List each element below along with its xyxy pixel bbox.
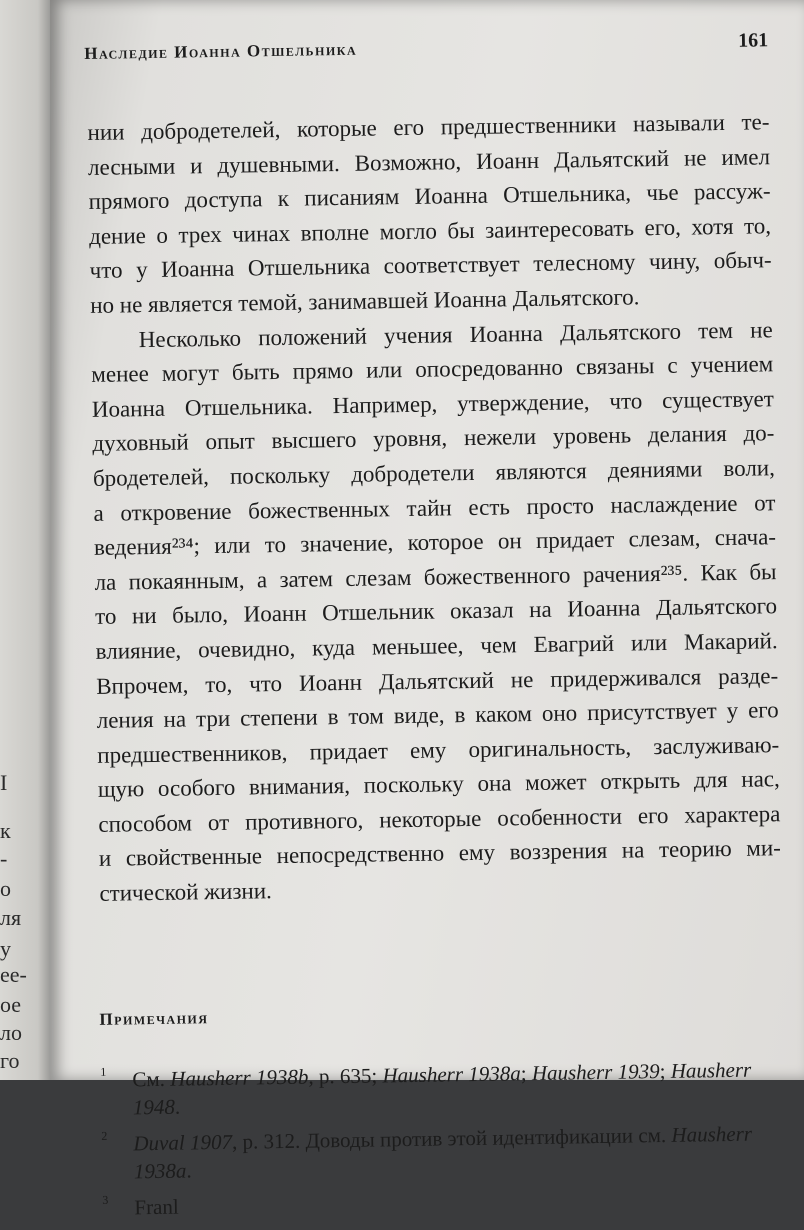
note-item (102, 1183, 786, 1222)
left-page-fragment: I (0, 770, 8, 795)
running-title: Наследие Иоанна Отшельника (84, 39, 358, 63)
text-line: что у Иоанна Отшельника соответствует телесному чину, обыч- (89, 247, 772, 284)
book-page (50, 0, 804, 1220)
note-number: 2 (101, 1128, 108, 1143)
left-page-fragment: ее- (0, 962, 27, 987)
text-line: и свойственные непосредственно ему воззрения на теорию ми- (98, 835, 782, 872)
note-citation: Hausherr 1938a (382, 1060, 521, 1088)
note-item (101, 1119, 786, 1186)
note-citation: Duval 1907 (133, 1129, 233, 1156)
text-line: ла покаянным, а затем слезам божественного рачения²³⁵. Как бы (94, 558, 777, 595)
text-line: духовный опыт высшего уровня, нежели уровень делания до- (92, 420, 775, 457)
text-line: лесными и душевными. Возможно, Иоанн Дальятский не имел (87, 143, 771, 180)
notes-heading: Примечания (99, 1007, 209, 1029)
text-line: Впрочем, то, что Иоанн Дальятский не придерживался разде- (96, 662, 779, 699)
text-line: ведения²³⁴; или то значение, которое он придает слезам, снача- (93, 524, 777, 561)
text-line: менее могут быть прямо или опосредованно связаны с учением (91, 351, 774, 388)
note-text: , p. 635; (308, 1063, 383, 1089)
text-line: бродетелей, поскольку добродетели являются деяниями воли, (92, 455, 776, 491)
running-header (84, 25, 769, 76)
text-line: но не является темой, занимавшей Иоанна Дальятского. (90, 284, 640, 318)
left-page-fragment: ло (0, 1020, 22, 1045)
note-text: См. (132, 1066, 171, 1092)
page-number: 161 (737, 29, 769, 52)
left-page-fragment: - (0, 846, 8, 871)
note-text: ; (520, 1060, 533, 1085)
note-citation: Franl (134, 1194, 179, 1220)
text-line: Иоанна Отшельника. Например, утверждение, что существует (91, 385, 774, 422)
left-page-edge (0, 0, 54, 1080)
text-line: стической жизни. (99, 878, 272, 906)
left-page-fragment: о (0, 876, 11, 901)
left-page-fragment: ля (0, 905, 22, 930)
text-line: предшественников, придает ему оригинальность, заслуживаю- (97, 731, 780, 768)
text-line: способом от противного, некоторые особенности его характера (98, 801, 781, 837)
note-citation: Hausherr 1948 (132, 1057, 752, 1120)
text-line: ления на три степени в том виде, в каком оно присутствует у его (96, 697, 779, 733)
text-line: то ни было, Иоанн Отшельник оказал на Иоанна Дальятского (94, 593, 778, 630)
text-line: влияние, очевидно, куда меньшее, чем Евагрий или Макарий. (95, 628, 778, 664)
note-text: . (174, 1094, 181, 1119)
note-number: 1 (100, 1064, 107, 1079)
text-line: прямого доступа к писаниям Иоанна Отшельника, чье рассуж- (88, 178, 771, 215)
page-content (84, 25, 787, 1229)
body-text (85, 105, 781, 911)
note-citation: Hausherr 1939 (531, 1058, 660, 1085)
note-text: . (186, 1158, 192, 1183)
note-text: ; (659, 1058, 671, 1083)
text-line: нии добродетелей, которые его предшественники называли те- (87, 109, 770, 145)
left-page-fragment: го (0, 1048, 20, 1073)
note-citation: Hausherr 1938b (169, 1064, 309, 1091)
left-page-fragment: y (0, 936, 11, 961)
text-line: дение о трех чинах вполне могло бы заинтересовать его, хотя то, (88, 213, 772, 249)
text-line: щую особого внимания, поскольку она может открыть для нас, (97, 766, 780, 803)
left-page-fragment: ое (0, 992, 22, 1017)
note-number: 3 (102, 1192, 109, 1207)
note-text: , p. 312. Доводы против этой идентификации см. (231, 1122, 672, 1154)
note-item (100, 1055, 785, 1122)
text-line: Несколько положений учения Иоанна Дальятского тем не (138, 316, 773, 352)
note-citation: Hausherr 1938a (133, 1121, 753, 1184)
left-page-fragment: к (0, 818, 11, 843)
text-line: а откровение божественных тайн есть просто наслаждение от (93, 489, 776, 526)
